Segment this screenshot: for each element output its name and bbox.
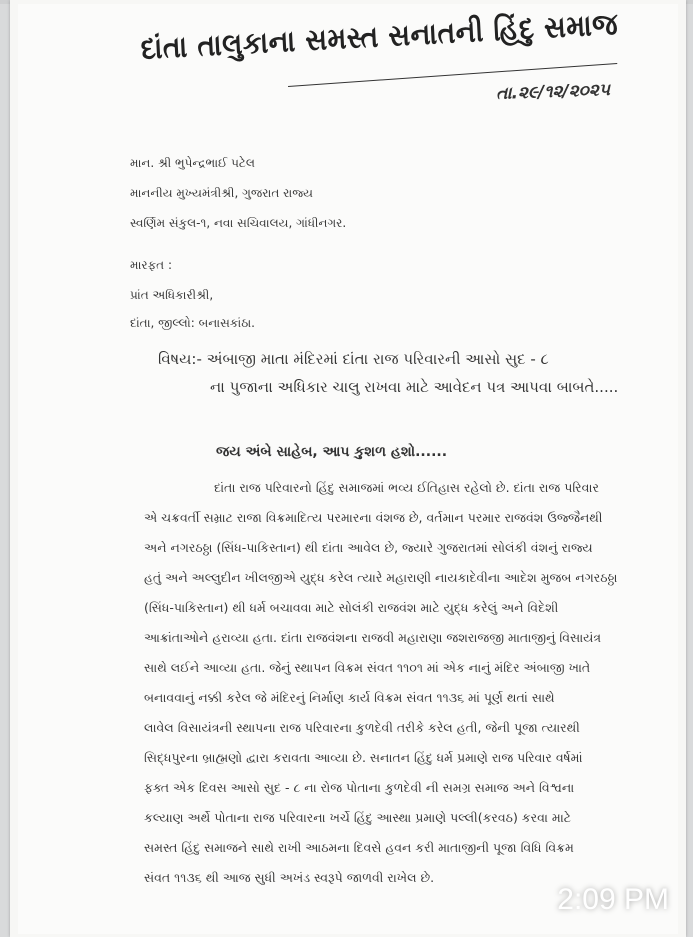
- paper-sheet: [18, 4, 678, 934]
- addressee-line-1: માન. શ્રી ભુપેન્દ્રભાઈ પટેલ: [130, 156, 255, 170]
- body-line: આક્રાંતાઓને હરાવ્યા હતા. દાંતા રાજવંશના રાજવી મહારાણા જશરાજજી માતાજીનું વિસાયંત્ર: [144, 630, 602, 645]
- letter-heading: દાંતા તાલુકાના સમસ્ત સનાતની હિંદુ સમાજ: [140, 7, 619, 67]
- body-line: સમસ્ત હિંદુ સમાજને સાથે રાખી આઠમના દિવસે હવન કરી માતાજીની પૂજા વિધિ વિક્રમ: [144, 840, 574, 855]
- message-timestamp: 2:09 PM: [557, 883, 669, 916]
- subject-line-2: ના પુજાના અધિકાર ચાલુ રાખવા માટે આવેદન પત્ર આપવા બાબતે.....: [210, 378, 619, 396]
- body-line: લાવેલ વિસાયંત્રની સ્થાપના રાજ પરિવારના કુળદેવી તરીકે કરેલ હતી, જેની પૂજા ત્યારથી: [144, 720, 580, 735]
- addressee-line-3: સ્વર્ણિમ સંકુલ-૧, નવા સચિવાલય, ગાંધીનગર.: [130, 216, 347, 230]
- body-line: સાથે લઈને આવ્યા હતા. જેનું સ્થાપન વિક્રમ સંવત ૧૧૦૧ માં એક નાનું મંદિર અંબાજી ખાતે: [144, 660, 591, 675]
- via-line-1: પ્રાંત અધિકારીશ્રી,: [130, 288, 214, 302]
- via-label: મારફત :: [130, 258, 172, 272]
- body-line: બનાવવાનું નક્કી કરેલ જે મંદિરનું નિર્માણ કાર્ય વિક્રમ સંવત ૧૧૩૬ માં પૂર્ણ થતાં સાથે: [144, 690, 555, 705]
- letter-page: [10, 0, 686, 937]
- body-line: સિદ્ધપુરના બ્રાહ્મણો દ્વારા કરાવતા આવ્યા છે. સનાતન હિંદુ ધર્મ પ્રમાણે રાજ પરિવાર વર્ષમાં: [144, 750, 583, 765]
- body-line: ફક્ત એક દિવસ આસો સુદ - ૮ ના રોજ પોતાના કુળદેવી ની સમગ્ર સમાજ અને વિશ્વના: [144, 780, 575, 795]
- body-line: દાંતા રાજ પરિવારનો હિંદુ સમાજમાં ભવ્ય ઈતિહાસ રહેલો છે. દાંતા રાજ પરિવાર: [214, 480, 599, 495]
- subject-line-1: વિષય:- અંબાજી માતા મંદિરમાં દાંતા રાજ પરિવારની આસો સુદ - ૮: [158, 350, 549, 368]
- body-line: (સિંધ-પાકિસ્તાન) થી ધર્મ બચાવવા માટે સોલંકી રાજવંશ માટે યુદ્ધ કરેલું અને વિદેશી: [144, 600, 559, 615]
- via-line-2: દાંતા, જીલ્લો: બનાસકાંઠા.: [130, 316, 255, 330]
- body-line: એ ચક્રવર્તી સમ્રાટ રાજા વિક્રમાદિત્ય પરમારના વંશજ છે, વર્તમાન પરમાર રાજવંશ ઉજ્જૈનથી: [144, 510, 603, 525]
- addressee-line-2: માનનીય મુખ્યમંત્રીશ્રી, ગુજરાત રાજ્ય: [130, 186, 313, 200]
- body-line: હતું અને અલ્લુદીન ખીલજીએ યુદ્ધ કરેલ ત્યારે મહારાણી નાયકાદેવીના આદેશ મુજબ નગરઠઠ્ઠા: [144, 570, 618, 585]
- greeting: જય અંબે સાહેબ, આપ કુશળ હશો......: [216, 444, 448, 460]
- body-line: સંવત ૧૧૩૬ થી આજ સુધી અખંડ સ્વરૂપે જાળવી રાખેલ છે.: [144, 870, 435, 885]
- body-line: કલ્યાણ અર્થે પોતાના રાજ પરિવારના ખર્ચે હિંદુ આસ્થા પ્રમાણે પલ્લી(કરવઠ) કરવા માટે: [144, 810, 572, 825]
- body-line: અને નગરઠઠ્ઠા (સિંધ-પાકિસ્તાન) થી દાંતા આવેલ છે, જ્યારે ગુજરાતમાં સોલંકી વંશનું રાજ્ય: [144, 540, 593, 555]
- letter-date: તા.૨૯/૧૨/૨૦૨૫: [495, 80, 611, 104]
